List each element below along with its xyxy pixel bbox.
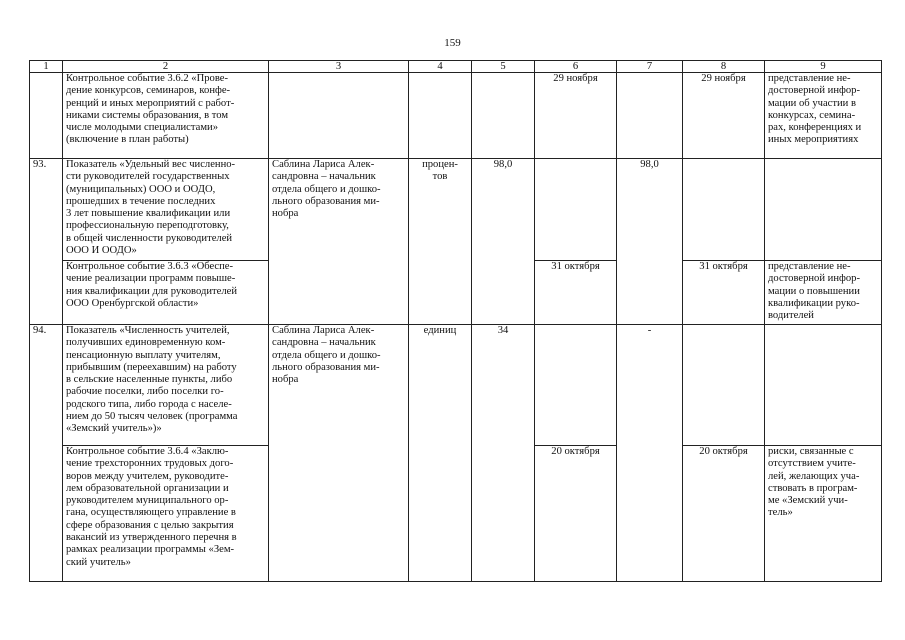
row-date-plan	[535, 159, 617, 261]
row-date-fact	[683, 159, 765, 261]
row-description: Контрольное событие 3.6.3 «Обеспе- чение реализации программ повыше- ния квалификации для руководителей ООО Оренбургской области»	[63, 261, 269, 325]
column-number: 7	[617, 61, 683, 73]
table-row	[30, 325, 882, 446]
column-number: 8	[683, 61, 765, 73]
row-value: 34	[472, 325, 535, 582]
column-number-row	[30, 61, 882, 73]
column-number: 3	[269, 61, 409, 73]
row-date-fact	[683, 325, 765, 446]
column-number: 4	[409, 61, 472, 73]
row-value-fact: 98,0	[617, 159, 683, 325]
column-number: 6	[535, 61, 617, 73]
row-date-fact: 20 октября	[683, 446, 765, 582]
row-value-fact	[617, 73, 683, 159]
column-number: 5	[472, 61, 535, 73]
row-unit: единиц	[409, 325, 472, 582]
column-number: 2	[63, 61, 269, 73]
column-number: 1	[30, 61, 63, 73]
row-description: Контрольное событие 3.6.4 «Заклю- чение трехсторонних трудовых дого- воров между учителем, руководите- лем образовательной организации и руководителем муниципального ор- гана, осуществляющего управление в сфере образования с целью закрытия вакансий из утвержденного перечня в рамках реализации программы «Зем- ский учитель»	[63, 446, 269, 582]
row-responsible: Саблина Лариса Алек- сандровна – начальник отдела общего и дошко- льного образования ми- нобра	[269, 159, 409, 325]
row-unit	[409, 73, 472, 159]
row-responsible: Саблина Лариса Алек- сандровна – начальник отдела общего и дошко- льного образования ми- нобра	[269, 325, 409, 582]
row-date-fact: 31 октября	[683, 261, 765, 325]
row-date-plan: 29 ноября	[535, 73, 617, 159]
row-risks: представление не- достоверной инфор- мации об участии в конкурсах, семина- рах, конференциях и иных мероприятиях	[765, 73, 882, 159]
table-row	[30, 73, 882, 159]
row-value	[472, 73, 535, 159]
row-number: 93.	[30, 159, 63, 325]
row-number: 94.	[30, 325, 63, 582]
page-number: 159	[444, 37, 461, 49]
row-risks: риски, связанные с отсутствием учите- лей, желающих уча- ствовать в програм- ме «Земский учи- тель»	[765, 446, 882, 582]
row-date-plan: 31 октября	[535, 261, 617, 325]
row-description: Контрольное событие 3.6.2 «Прове- дение конкурсов, семинаров, конфе- ренций и иных мероприятий с работ- никами системы образования, в том числе молодыми специалистами» (включение в план работы)	[63, 73, 269, 159]
row-risks	[765, 325, 882, 446]
row-date-fact: 29 ноября	[683, 73, 765, 159]
row-unit: процен- тов	[409, 159, 472, 325]
row-value-fact: -	[617, 325, 683, 582]
row-value: 98,0	[472, 159, 535, 325]
row-description: Показатель «Удельный вес численно- сти руководителей государственных (муниципальных) ООО и ООДО, прошедших в течение последних 3 лет повышение квалификации или профессиональную переподготовку, в общей численности руководителей ООО И ООДО»	[63, 159, 269, 261]
row-number	[30, 73, 63, 159]
row-responsible	[269, 73, 409, 159]
row-description: Показатель «Численность учителей, получивших единовременную ком- пенсационную выплату учителям, прибывшим (переехавшим) на работу в сельские населенные пункты, либо рабочие поселки, либо поселки го- родского типа, либо города с населе- нием до 50 тысяч человек (программа «Земский учитель»)»	[63, 325, 269, 446]
row-risks: представление не- достоверной инфор- мации о повышении квалификации руко- водителей	[765, 261, 882, 325]
row-date-plan: 20 октября	[535, 446, 617, 582]
row-risks	[765, 159, 882, 261]
table-row	[30, 159, 882, 261]
row-date-plan	[535, 325, 617, 446]
plan-table	[29, 60, 882, 582]
column-number: 9	[765, 61, 882, 73]
